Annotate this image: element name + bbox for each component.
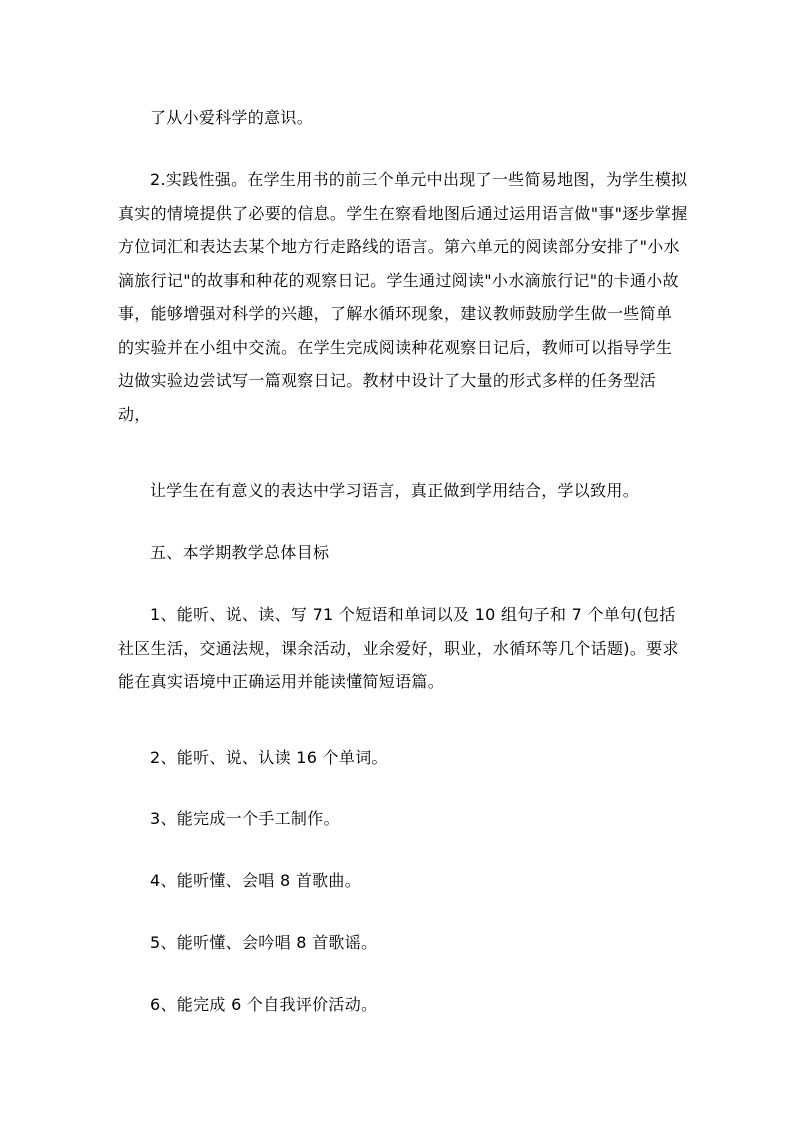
- goal-item-1: 1、能听、说、读、写 71 个短语和单词以及 10 组句子和 7 个单句(包括社区生活，交通法规，课余活动，业余爱好，职业，水循环等几个话题)。要求能在真实语境中正确运用并能读懂简短语篇。: [118, 605, 679, 691]
- paragraph-continuation: 了从小爱科学的意识。: [150, 108, 314, 127]
- paragraph-meaningful-expression: 让学生在有意义的表达中学习语言，真正做到学用结合，学以致用。: [150, 481, 640, 500]
- goal-item-6: 6、能完成 6 个自我评价活动。: [150, 995, 378, 1014]
- goal-item-3: 3、能完成一个手工制作。: [150, 809, 340, 828]
- goal-item-5: 5、能听懂、会吟唱 8 首歌谣。: [150, 933, 378, 952]
- section-heading-goals: 五、本学期教学总体目标: [150, 543, 330, 562]
- goal-item-4: 4、能听懂、会唱 8 首歌曲。: [150, 871, 362, 890]
- goal-item-2: 2、能听、说、认读 16 个单词。: [150, 748, 388, 767]
- paragraph-practicality: 2.实践性强。在学生用书的前三个单元中出现了一些简易地图，为学生模拟真实的情境提供了必要的信息。学生在察看地图后通过运用语言做"事"逐步掌握方位词汇和表达去某个地方行走路线的语言。第六单元的阅读部分安排了"小水滴旅行记"的故事和种花的观察日记。学生通过阅读"小水滴旅行记"的卡通小故事，能够增强对科学的兴趣，了解水循环现象，建议教师鼓励学生做一些简单的实验并在小组中交流。在学生完成阅读种花观察日记后，教师可以指导学生边做实验边尝试写一篇观察日记。教材中设计了大量的形式多样的任务型活动，: [118, 170, 688, 424]
